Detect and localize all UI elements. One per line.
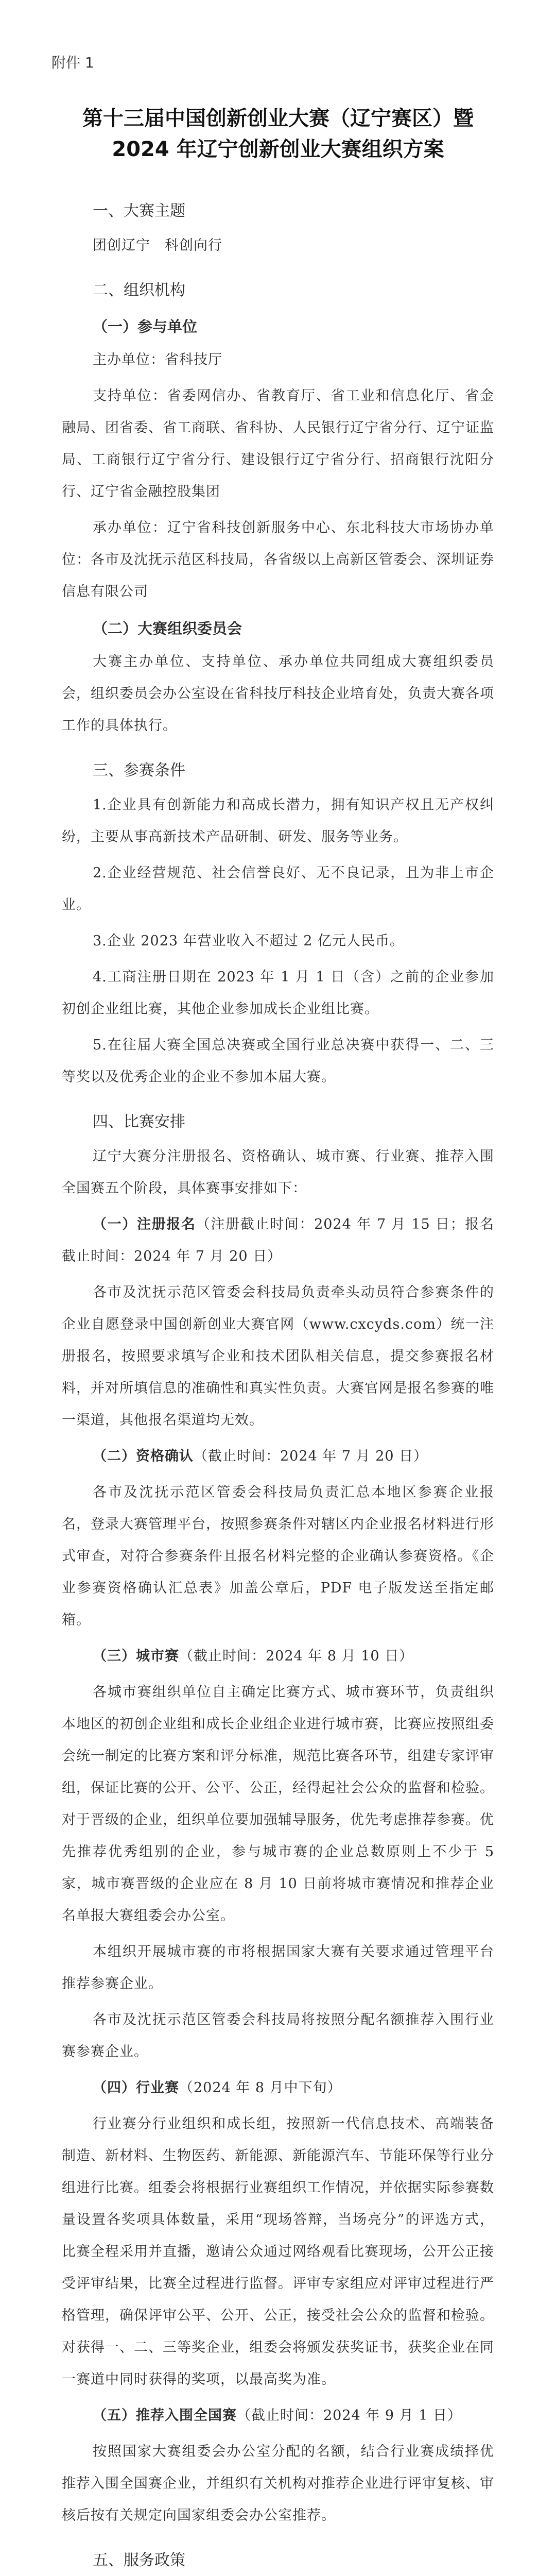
paragraph: 支持单位：省委网信办、省教育厅、省工业和信息化厅、省金融局、团省委、省工商联、省科协、人民银行辽宁省分行、辽宁证监局、工商银行辽宁省分行、建设银行辽宁省分行、招商银行沈阳分行、辽宁省金融控股集团	[62, 388, 494, 500]
paragraph: 大赛主办单位、支持单位、承办单位共同组成大赛组织委员会，组织委员会办公室设在省科技厅科技企业培育处，负责大赛各项工作的具体执行。	[62, 654, 494, 734]
subsection-heading: （二）大赛组织委员会	[93, 620, 242, 637]
paragraph: 各市及沈抚示范区管委会科技局将按照分配名额推荐入围行业赛参赛企业。	[62, 2012, 494, 2060]
paragraph	[62, 2072, 494, 2104]
paragraph-text: （截止时间：2024 年 8 月 10 日）	[179, 1648, 414, 1664]
paragraph: 按照国家大赛组委会办公室分配的名额，结合行业赛成绩择优推荐入围全国赛企业，并组织有关机构对推荐企业进行评审复核、审核后按有关规定向国家组委会办公室推荐。	[62, 2444, 494, 2523]
paragraph: 4.工商注册日期在 2023 年 1 月 1 日（含）之前的企业参加初创企业组比赛，其他企业参加成长企业组比赛。	[62, 969, 494, 1017]
paragraph-text: （截止时间：2024 年 9 月 1 日）	[237, 2408, 462, 2424]
paragraph-lead: （一）注册报名	[93, 1216, 196, 1232]
paragraph	[62, 1440, 494, 1472]
paragraph: 本组织开展城市赛的市将根据国家大赛有关要求通过管理平台推荐参赛企业。	[62, 1944, 494, 1992]
document-body	[62, 196, 494, 2576]
title-line-1: 第十三届中国创新创业大赛（辽宁赛区）暨	[82, 107, 474, 130]
paragraph: 各城市赛组织单位自主确定比赛方式、城市赛环节，负责组织本地区的初创企业组和成长企业组企业进行城市赛，比赛应按照组委会统一制定的比赛方案和评分标准，规范比赛各环节，组建专家评审组，保证比赛的公开、公平、公正，经得起社会公众的监督和检验。对于晋级的企业，组织单位要加强辅导服务，优先考虑推荐参赛。优先推荐优秀组别的企业，参与城市赛的企业总数原则上不少于 5 家，城市赛晋级的企业应在 8 月 10 日前将城市赛情况和推荐企业名单报大赛组委会办公室。	[62, 1684, 494, 1924]
paragraph: 行业赛分行业组织和成长组，按照新一代信息技术、高端装备制造、新材料、生物医药、新能源、新能源汽车、节能环保等行业分组进行比赛。组委会将根据行业赛组织工作情况，并依据实际参赛数量设置各奖项具体数量，采用“现场答辩，当场亮分”的评选方式，比赛全程采用并直播，邀请公众通过网络观看比赛现场，公开公正接受评审结果，比赛全过程进行监督。评审专家组应对评审过程进行严格管理，确保评审公平、公开、公正，接受社会公众的监督和检验。对获得一、二、三等奖企业，组委会将颁发获奖证书，获奖企业在同一赛道中同时获得的奖项，以最高奖为准。	[62, 2116, 494, 2387]
paragraph-lead: （三）城市赛	[93, 1648, 179, 1664]
paragraph	[62, 1209, 494, 1273]
section-heading: 五、服务政策	[93, 2551, 185, 2569]
paragraph: 各市及沈抚示范区管委会科技局负责汇总本地区参赛企业报名，登录大赛管理平台，按照参赛条件对辖区内企业报名材料进行形式审查，对符合参赛条件且报名材料完整的企业确认参赛资格。《企业参赛资格确认汇总表》加盖公章后，PDF 电子版发送至指定邮箱。	[62, 1484, 494, 1628]
section-heading: 一、大赛主题	[93, 202, 185, 220]
paragraph: 团创辽宁 科创向行	[93, 238, 222, 253]
section-heading: 三、参赛条件	[93, 761, 185, 779]
paragraph-lead: （四）行业赛	[93, 2080, 179, 2096]
subsection-heading: （一）参与单位	[93, 318, 198, 335]
section-heading: 四、比赛安排	[93, 1113, 185, 1131]
paragraph-text: （截止时间：2024 年 7 月 20 日）	[194, 1448, 428, 1464]
paragraph: 各市及沈抚示范区管委会科技局负责牵头动员符合参赛条件的企业自愿登录中国创新创业大赛官网（www.cxcyds.com）统一注册报名，按照要求填写企业和技术团队相关信息，提交参赛报名材料，并对所填信息的准确性和真实性负责。大赛官网是报名参赛的唯一渠道，其他报名渠道均无效。	[62, 1284, 494, 1428]
paragraph: 5.在往届大赛全国总决赛或全国行业总决赛中获得一、二、三等奖以及优秀企业的企业不参加本届大赛。	[62, 1037, 494, 1085]
paragraph: 3.企业 2023 年营业收入不超过 2 亿元人民币。	[93, 933, 404, 949]
paragraph: 承办单位：辽宁省科技创新服务中心、东北科技大市场协办单位：各市及沈抚示范区科技局，各省级以上高新区管委会、深圳证券信息有限公司	[62, 520, 494, 600]
paragraph: 1.企业具有创新能力和高成长潜力，拥有知识产权且无产权纠纷，主要从事高新技术产品研制、研发、服务等业务。	[62, 797, 494, 845]
paragraph-lead: （二）资格确认	[93, 1448, 194, 1464]
paragraph: 主办单位：省科技厅	[93, 352, 222, 368]
paragraph-text: （2024 年 8 月中下旬）	[179, 2080, 342, 2096]
title-line-2: 2024 年辽宁创新创业大赛组织方案	[112, 138, 444, 161]
paragraph	[62, 1640, 494, 1672]
document-title	[62, 103, 494, 165]
paragraph	[62, 2400, 494, 2432]
paragraph-lead: （五）推荐入围全国赛	[93, 2408, 237, 2424]
section-heading: 二、组织机构	[93, 281, 185, 299]
paragraph: 辽宁大赛分注册报名、资格确认、城市赛、行业赛、推荐入围全国赛五个阶段，具体赛事安排如下：	[62, 1148, 494, 1196]
paragraph: 2.企业经营规范、社会信誉良好、无不良记录，且为非上市企业。	[62, 865, 494, 913]
attachment-label: 附件 1	[51, 54, 94, 71]
paragraph-text: （注册截止时间：2024 年 7 月 15 日；报名截止时间：2024 年 7 月 20 日）	[62, 1216, 494, 1264]
